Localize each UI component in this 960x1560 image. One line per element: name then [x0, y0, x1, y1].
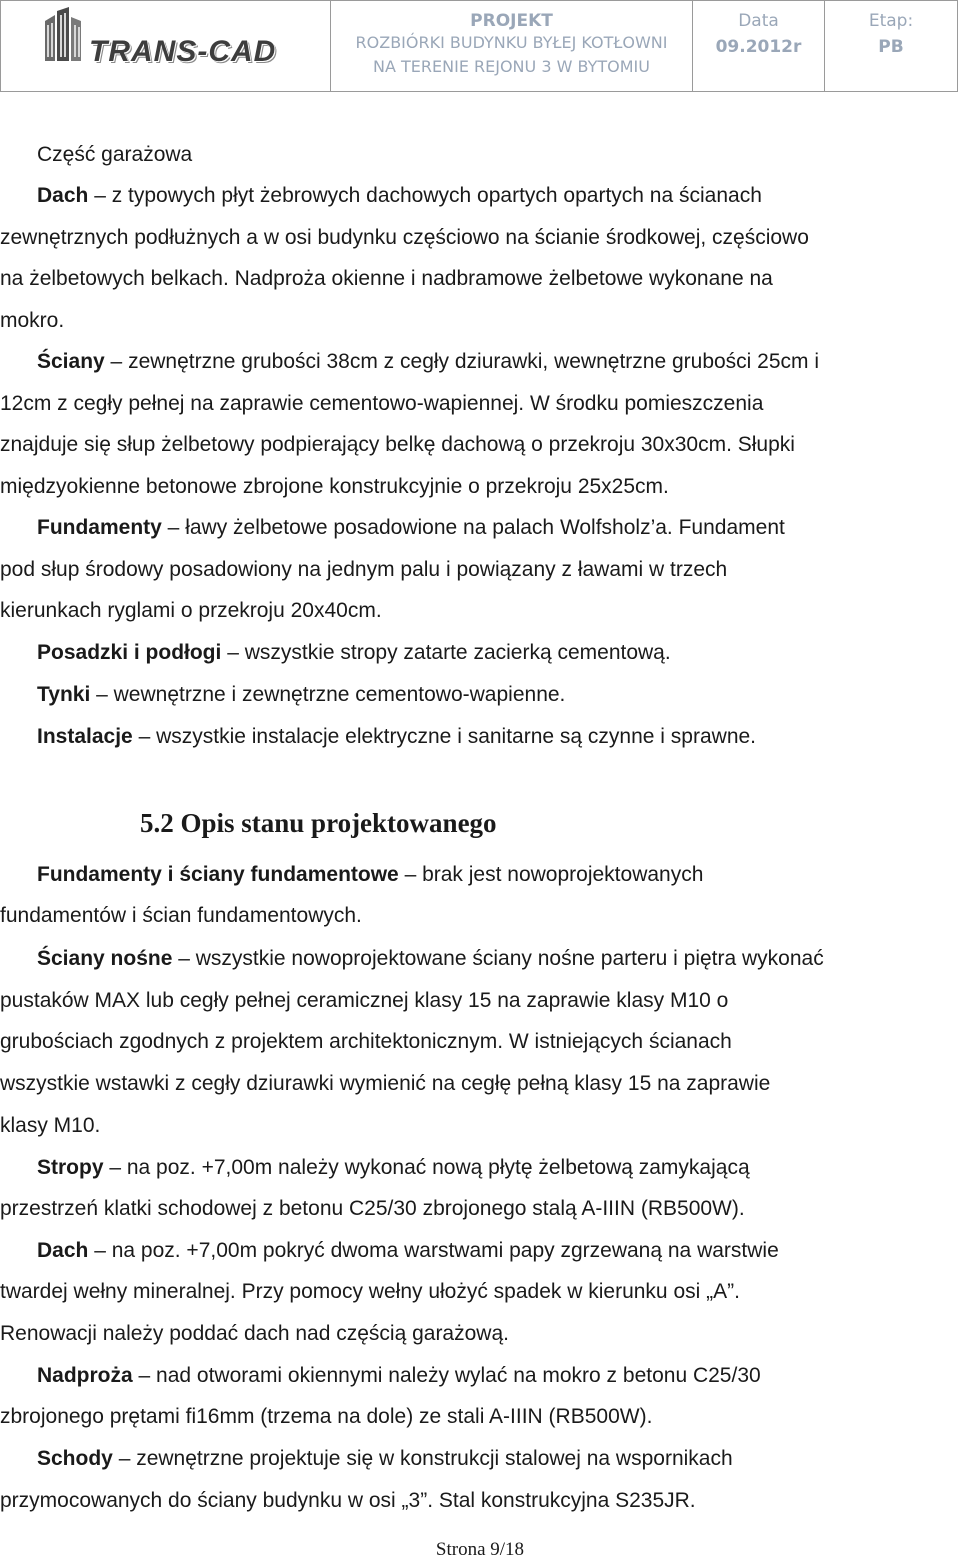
design-bearing-walls-line-5: klasy M10.	[0, 1114, 101, 1137]
slabs-text: – na poz. +7,00m należy wykonać nową płytę żelbetową zamykającą	[103, 1156, 750, 1179]
garage-installations-line	[37, 726, 960, 747]
garage-roof-line-3: na żelbetowych belkach. Nadproża okienne i nadbramowe żelbetowe wykonane na	[0, 267, 773, 290]
project-title-line-1: ROZBIÓRKI BUDYNKU BYŁEJ KOTŁOWNI	[355, 33, 668, 52]
design-foundations-line-2: fundamentów i ścian fundamentowych.	[0, 904, 362, 927]
foundations-term: Fundamenty	[37, 516, 162, 539]
garage-walls-line-2: 12cm z cegły pełnej na zaprawie cementowo-wapiennej. W środku pomieszczenia	[0, 392, 764, 415]
stairs-text: – zewnętrzne projektuje się w konstrukcji stalowej na wspornikach	[112, 1447, 733, 1470]
design-bearing-walls-line-1	[37, 948, 960, 969]
design-roof-term: Dach	[37, 1239, 89, 1262]
garage-roof-line-2: zewnętrznych podłużnych a w osi budynku częściowo na ścianie środkowej, częściowo	[0, 226, 809, 249]
roof-term: Dach	[37, 184, 89, 207]
plaster-term: Tynki	[37, 683, 91, 706]
slabs-term: Stropy	[37, 1156, 104, 1179]
garage-roof-line-1	[37, 185, 960, 206]
garage-roof-line-4: mokro.	[0, 309, 65, 332]
lintels-text: – nad otworami okiennymi należy wylać na mokro z betonu C25/30	[132, 1364, 761, 1387]
garage-walls-line-1	[37, 351, 960, 372]
design-roof-line-2: twardej wełny mineralnej. Przy pomocy wełny ułożyć spadek w kierunku osi „A”.	[0, 1280, 740, 1303]
project-cell	[331, 1, 693, 91]
logo-cell	[1, 1, 331, 91]
project-title-line-2: NA TERENIE REJONU 3 W BYTOMIU	[373, 57, 650, 76]
floors-text: – wszystkie stropy zatarte zacierką cementową.	[221, 641, 671, 664]
stage-cell	[825, 1, 957, 91]
garage-walls-line-4: międzyokienne betonowe zbrojone konstrukcyjnie o przekroju 25x25cm.	[0, 475, 669, 498]
design-foundations-text: – brak jest nowoprojektowanych	[398, 863, 704, 886]
bearing-walls-term: Ściany nośne	[37, 947, 173, 970]
design-bearing-walls-line-2: pustaków MAX lub cegły pełnej ceramicznej klasy 15 na zaprawie klasy M10 o	[0, 989, 729, 1012]
design-roof-line-1	[37, 1240, 960, 1261]
design-roof-line-3: Renowacji należy poddać dach nad częścią garażową.	[0, 1322, 509, 1345]
garage-heading: Część garażowa	[37, 143, 193, 166]
design-bearing-walls-line-4: wszystkie wstawki z cegły dziurawki wymienić na cegłę pełną klasy 15 na zaprawie	[0, 1072, 771, 1095]
design-bearing-walls-line-3: grubościach zgodnych z projektem architektonicznym. W istniejących ścianach	[0, 1030, 732, 1053]
date-cell	[693, 1, 825, 91]
design-foundations-line-1	[37, 864, 960, 885]
installations-term: Instalacje	[37, 725, 133, 748]
design-roof-text: – na poz. +7,00m pokryć dwoma warstwami papy zgrzewaną na warstwie	[88, 1239, 779, 1262]
date-value: 09.2012r	[715, 37, 802, 57]
installations-text: – wszystkie instalacje elektryczne i sanitarne są czynne i sprawne.	[132, 725, 757, 748]
section-heading: 5.2 Opis stanu projektowanego	[140, 808, 497, 838]
design-slabs-line-1	[37, 1157, 960, 1178]
company-logo-text: TRANS-CAD	[89, 35, 277, 68]
design-stairs-line-2: przymocowanych do ściany budynku w osi „3”. Stal konstrukcyjna S235JR.	[0, 1489, 696, 1512]
garage-foundations-line-3: kierunkach ryglami o przekroju 20x40cm.	[0, 599, 382, 622]
design-foundations-term: Fundamenty i ściany fundamentowe	[37, 863, 399, 886]
foundations-text: – ławy żelbetowe posadowione na palach Wolfsholz’a. Fundament	[161, 516, 785, 539]
stairs-term: Schody	[37, 1447, 113, 1470]
garage-foundations-line-2: pod słup środowy posadowiony na jednym palu i powiązany z ławami w trzech	[0, 558, 728, 581]
design-stairs-line-1	[37, 1448, 960, 1469]
walls-term: Ściany	[37, 350, 105, 373]
bearing-walls-text: – wszystkie nowoprojektowane ściany nośne parteru i piętra wykonać	[172, 947, 824, 970]
building-logo-icon	[41, 7, 89, 63]
document-header	[0, 0, 958, 92]
floors-term: Posadzki i podłogi	[37, 641, 222, 664]
plaster-text: – wewnętrzne i zewnętrzne cementowo-wapienne.	[90, 683, 566, 706]
page-number: Strona 9/18	[435, 1539, 525, 1560]
design-slabs-line-2: przestrzeń klatki schodowej z betonu C25/30 zbrojonego stalą A-IIIN (RB500W).	[0, 1197, 745, 1220]
walls-text: – zewnętrzne grubości 38cm z cegły dziurawki, wewnętrzne grubości 25cm i	[104, 350, 820, 373]
design-lintels-line-2: zbrojonego prętami fi16mm (trzema na dole) ze stali A-IIIN (RB500W).	[0, 1405, 653, 1428]
garage-floors-line	[37, 642, 960, 663]
garage-plaster-line	[37, 684, 960, 705]
design-lintels-line-1	[37, 1365, 960, 1386]
roof-text: – z typowych płyt żebrowych dachowych opartych opartych na ścianach	[88, 184, 762, 207]
lintels-term: Nadproża	[37, 1364, 133, 1387]
garage-foundations-line-1	[37, 517, 960, 538]
stage-value: PB	[878, 37, 904, 57]
date-label: Data	[738, 11, 779, 31]
garage-walls-line-3: znajduje się słup żelbetowy podpierający belkę dachową o przekroju 30x30cm. Słupki	[0, 433, 795, 456]
stage-label: Etap:	[868, 11, 914, 31]
project-label: PROJEKT	[470, 11, 553, 31]
